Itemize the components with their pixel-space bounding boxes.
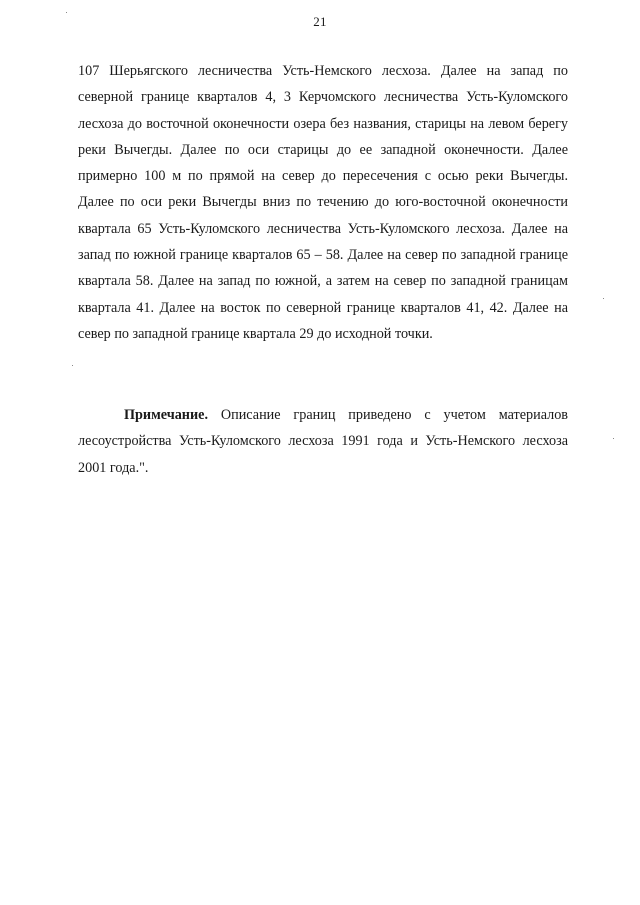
page-number: 21 bbox=[313, 14, 327, 29]
note-paragraph bbox=[78, 402, 568, 481]
scan-speck bbox=[603, 298, 604, 299]
main-paragraph: 107 Шерьягского лесничества Усть-Немского лесхоза. Далее на запад по северной границе кварталов 4, 3 Керчомского лесничества Усть-Куломского лесхоза до восточной оконечности озера без названия, старицы на левом берегу реки Вычегды. Далее по оси старицы до ее западной оконечности. Далее примерно 100 м по прямой на север до пересечения с осью реки Вычегды. Далее по оси реки Вычегды вниз по течению до юго-восточной оконечности квартала 65 Усть-Куломского лесничества Усть-Куломского лесхоза. Далее на запад по южной границе кварталов 65 – 58. Далее на север по западной границе квартала 58. Далее на запад по южной, а затем на север по западной границам квартала 41. Далее на восток по северной границе кварталов 41, 42. Далее на север по западной границе квартала 29 до исходной точки. bbox=[78, 63, 568, 342]
note-text: Описание границ приведено с учетом материалов лесоустройства Усть-Куломского лесхоза 1991 года и Усть-Немского лесхоза 2001 года.". bbox=[78, 407, 568, 476]
scan-speck bbox=[613, 438, 614, 439]
note-label: Примечание. bbox=[124, 407, 208, 423]
scan-speck bbox=[72, 365, 73, 366]
scan-speck bbox=[66, 12, 67, 13]
